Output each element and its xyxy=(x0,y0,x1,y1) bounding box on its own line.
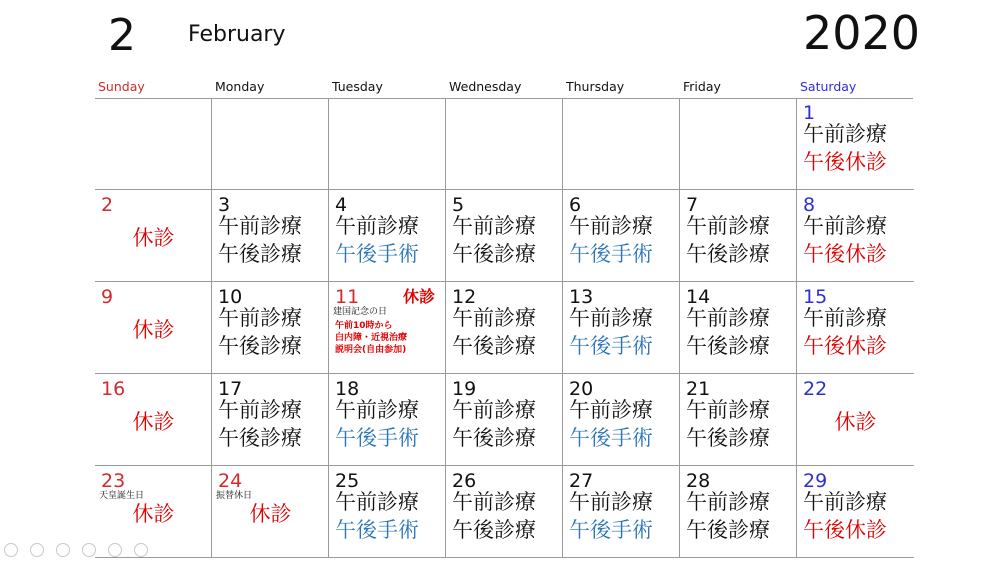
day-number: 2 xyxy=(101,194,114,216)
pm-status: 午後休診 xyxy=(803,518,887,542)
am-status: 午前診療 xyxy=(218,398,302,422)
month-number: 2 xyxy=(108,10,136,61)
am-status: 午前診療 xyxy=(569,214,653,238)
am-status: 午前診療 xyxy=(569,490,653,514)
am-status: 午前診療 xyxy=(686,306,770,330)
day-number: 17 xyxy=(218,378,243,400)
weekday-header-row xyxy=(95,78,913,99)
day-number: 4 xyxy=(335,194,348,216)
am-status: 午前診療 xyxy=(686,490,770,514)
am-status: 午前診療 xyxy=(218,306,302,330)
pm-status: 午後手術 xyxy=(569,518,653,542)
calendar-grid xyxy=(95,98,913,557)
closed-status: 休診 xyxy=(132,502,175,526)
am-status: 午前診療 xyxy=(335,398,419,422)
day-cell-12 xyxy=(446,282,563,374)
pm-status: 午後診療 xyxy=(686,242,770,266)
day-number: 13 xyxy=(569,286,594,308)
year: 2020 xyxy=(803,6,921,60)
day-cell-empty xyxy=(329,98,446,190)
day-cell-18 xyxy=(329,374,446,466)
am-status: 午前診療 xyxy=(803,306,887,330)
event-notice-line: 午前10時から xyxy=(335,321,393,331)
more-options-icon[interactable] xyxy=(134,543,148,557)
closed-status: 休診 xyxy=(402,287,435,306)
pm-status: 午後手術 xyxy=(335,242,419,266)
day-number: 8 xyxy=(803,194,816,216)
day-cell-9 xyxy=(95,282,212,374)
day-number: 25 xyxy=(335,470,360,492)
pm-status: 午後診療 xyxy=(218,242,302,266)
next-slide-icon[interactable] xyxy=(30,543,44,557)
pm-status: 午後診療 xyxy=(452,334,536,358)
day-cell-21 xyxy=(680,374,797,466)
day-cell-7 xyxy=(680,190,797,282)
day-number: 24 xyxy=(218,470,243,492)
holiday-name: 振替休日 xyxy=(216,491,253,501)
pm-status: 午後休診 xyxy=(803,334,887,358)
day-cell-11 xyxy=(329,282,446,374)
pm-status: 午後手術 xyxy=(569,334,653,358)
day-number: 19 xyxy=(452,378,477,400)
pm-status: 午後診療 xyxy=(686,334,770,358)
slides-overview-icon[interactable] xyxy=(82,543,96,557)
day-number: 26 xyxy=(452,470,477,492)
am-status: 午前診療 xyxy=(335,214,419,238)
pen-icon[interactable] xyxy=(56,543,70,557)
day-cell-13 xyxy=(563,282,680,374)
previous-slide-icon[interactable] xyxy=(4,543,18,557)
day-cell-empty xyxy=(563,98,680,190)
closed-status: 休診 xyxy=(132,226,175,250)
pm-status: 午後休診 xyxy=(803,242,887,266)
am-status: 午前診療 xyxy=(803,490,887,514)
day-cell-20 xyxy=(563,374,680,466)
day-cell-6 xyxy=(563,190,680,282)
day-cell-empty xyxy=(446,98,563,190)
day-number: 7 xyxy=(686,194,699,216)
pm-status: 午後手術 xyxy=(335,518,419,542)
day-cell-24 xyxy=(212,466,329,558)
holiday-name: 建国記念の日 xyxy=(333,307,388,317)
day-cell-5 xyxy=(446,190,563,282)
pm-status: 午後診療 xyxy=(686,518,770,542)
weekday-wednesday: Wednesday xyxy=(449,79,522,94)
slideshow-toolbar xyxy=(4,542,155,558)
day-number: 10 xyxy=(218,286,243,308)
day-number: 18 xyxy=(335,378,360,400)
am-status: 午前診療 xyxy=(218,214,302,238)
day-cell-10 xyxy=(212,282,329,374)
day-cell-empty xyxy=(212,98,329,190)
zoom-icon[interactable] xyxy=(108,543,122,557)
am-status: 午前診療 xyxy=(452,306,536,330)
pm-status: 午後診療 xyxy=(686,426,770,450)
day-number: 11 xyxy=(335,286,360,308)
day-number: 27 xyxy=(569,470,594,492)
holiday-name: 天皇誕生日 xyxy=(99,491,145,501)
event-notice xyxy=(335,320,407,356)
pm-status: 午後休診 xyxy=(803,150,887,174)
am-status: 午前診療 xyxy=(452,214,536,238)
day-cell-empty xyxy=(680,98,797,190)
closed-status: 休診 xyxy=(834,410,877,434)
day-number: 15 xyxy=(803,286,828,308)
closed-status: 休診 xyxy=(132,318,175,342)
day-number: 23 xyxy=(101,470,126,492)
pm-status: 午後診療 xyxy=(452,518,536,542)
day-number: 29 xyxy=(803,470,828,492)
event-notice-line: 説明会(自由参加) xyxy=(335,345,407,355)
weekday-sunday: Sunday xyxy=(98,79,145,94)
day-number: 1 xyxy=(803,102,816,124)
day-cell-8 xyxy=(797,190,914,282)
am-status: 午前診療 xyxy=(803,214,887,238)
pm-status: 午後診療 xyxy=(452,426,536,450)
am-status: 午前診療 xyxy=(335,490,419,514)
day-cell-26 xyxy=(446,466,563,558)
pm-status: 午後診療 xyxy=(218,334,302,358)
weekday-thursday: Thursday xyxy=(566,79,625,94)
day-cell-28 xyxy=(680,466,797,558)
day-cell-19 xyxy=(446,374,563,466)
am-status: 午前診療 xyxy=(452,490,536,514)
closed-status: 休診 xyxy=(249,502,292,526)
pm-status: 午後手術 xyxy=(335,426,419,450)
weekday-monday: Monday xyxy=(215,79,265,94)
day-cell-2 xyxy=(95,190,212,282)
day-cell-17 xyxy=(212,374,329,466)
day-number: 14 xyxy=(686,286,711,308)
day-number: 16 xyxy=(101,378,126,400)
am-status: 午前診療 xyxy=(803,122,887,146)
day-number: 6 xyxy=(569,194,582,216)
day-cell-3 xyxy=(212,190,329,282)
pm-status: 午後診療 xyxy=(452,242,536,266)
day-number: 28 xyxy=(686,470,711,492)
day-cell-empty xyxy=(95,98,212,190)
am-status: 午前診療 xyxy=(569,398,653,422)
day-cell-14 xyxy=(680,282,797,374)
am-status: 午前診療 xyxy=(686,214,770,238)
day-cell-4 xyxy=(329,190,446,282)
day-cell-25 xyxy=(329,466,446,558)
pm-status: 午後手術 xyxy=(569,426,653,450)
weekday-tuesday: Tuesday xyxy=(332,79,383,94)
day-number: 21 xyxy=(686,378,711,400)
day-cell-27 xyxy=(563,466,680,558)
pm-status: 午後診療 xyxy=(218,426,302,450)
day-number: 9 xyxy=(101,286,114,308)
day-number: 3 xyxy=(218,194,231,216)
pm-status: 午後手術 xyxy=(569,242,653,266)
day-cell-22 xyxy=(797,374,914,466)
day-number: 22 xyxy=(803,378,828,400)
closed-status: 休診 xyxy=(132,410,175,434)
day-cell-16 xyxy=(95,374,212,466)
event-notice-line: 白内障・近視治療 xyxy=(335,333,408,343)
am-status: 午前診療 xyxy=(569,306,653,330)
day-number: 5 xyxy=(452,194,465,216)
day-number: 12 xyxy=(452,286,477,308)
weekday-saturday: Saturday xyxy=(800,79,857,94)
weekday-friday: Friday xyxy=(683,79,721,94)
day-cell-15 xyxy=(797,282,914,374)
am-status: 午前診療 xyxy=(452,398,536,422)
day-cell-29 xyxy=(797,466,914,558)
month-name: February xyxy=(188,22,286,47)
am-status: 午前診療 xyxy=(686,398,770,422)
day-cell-1 xyxy=(797,98,914,190)
day-number: 20 xyxy=(569,378,594,400)
